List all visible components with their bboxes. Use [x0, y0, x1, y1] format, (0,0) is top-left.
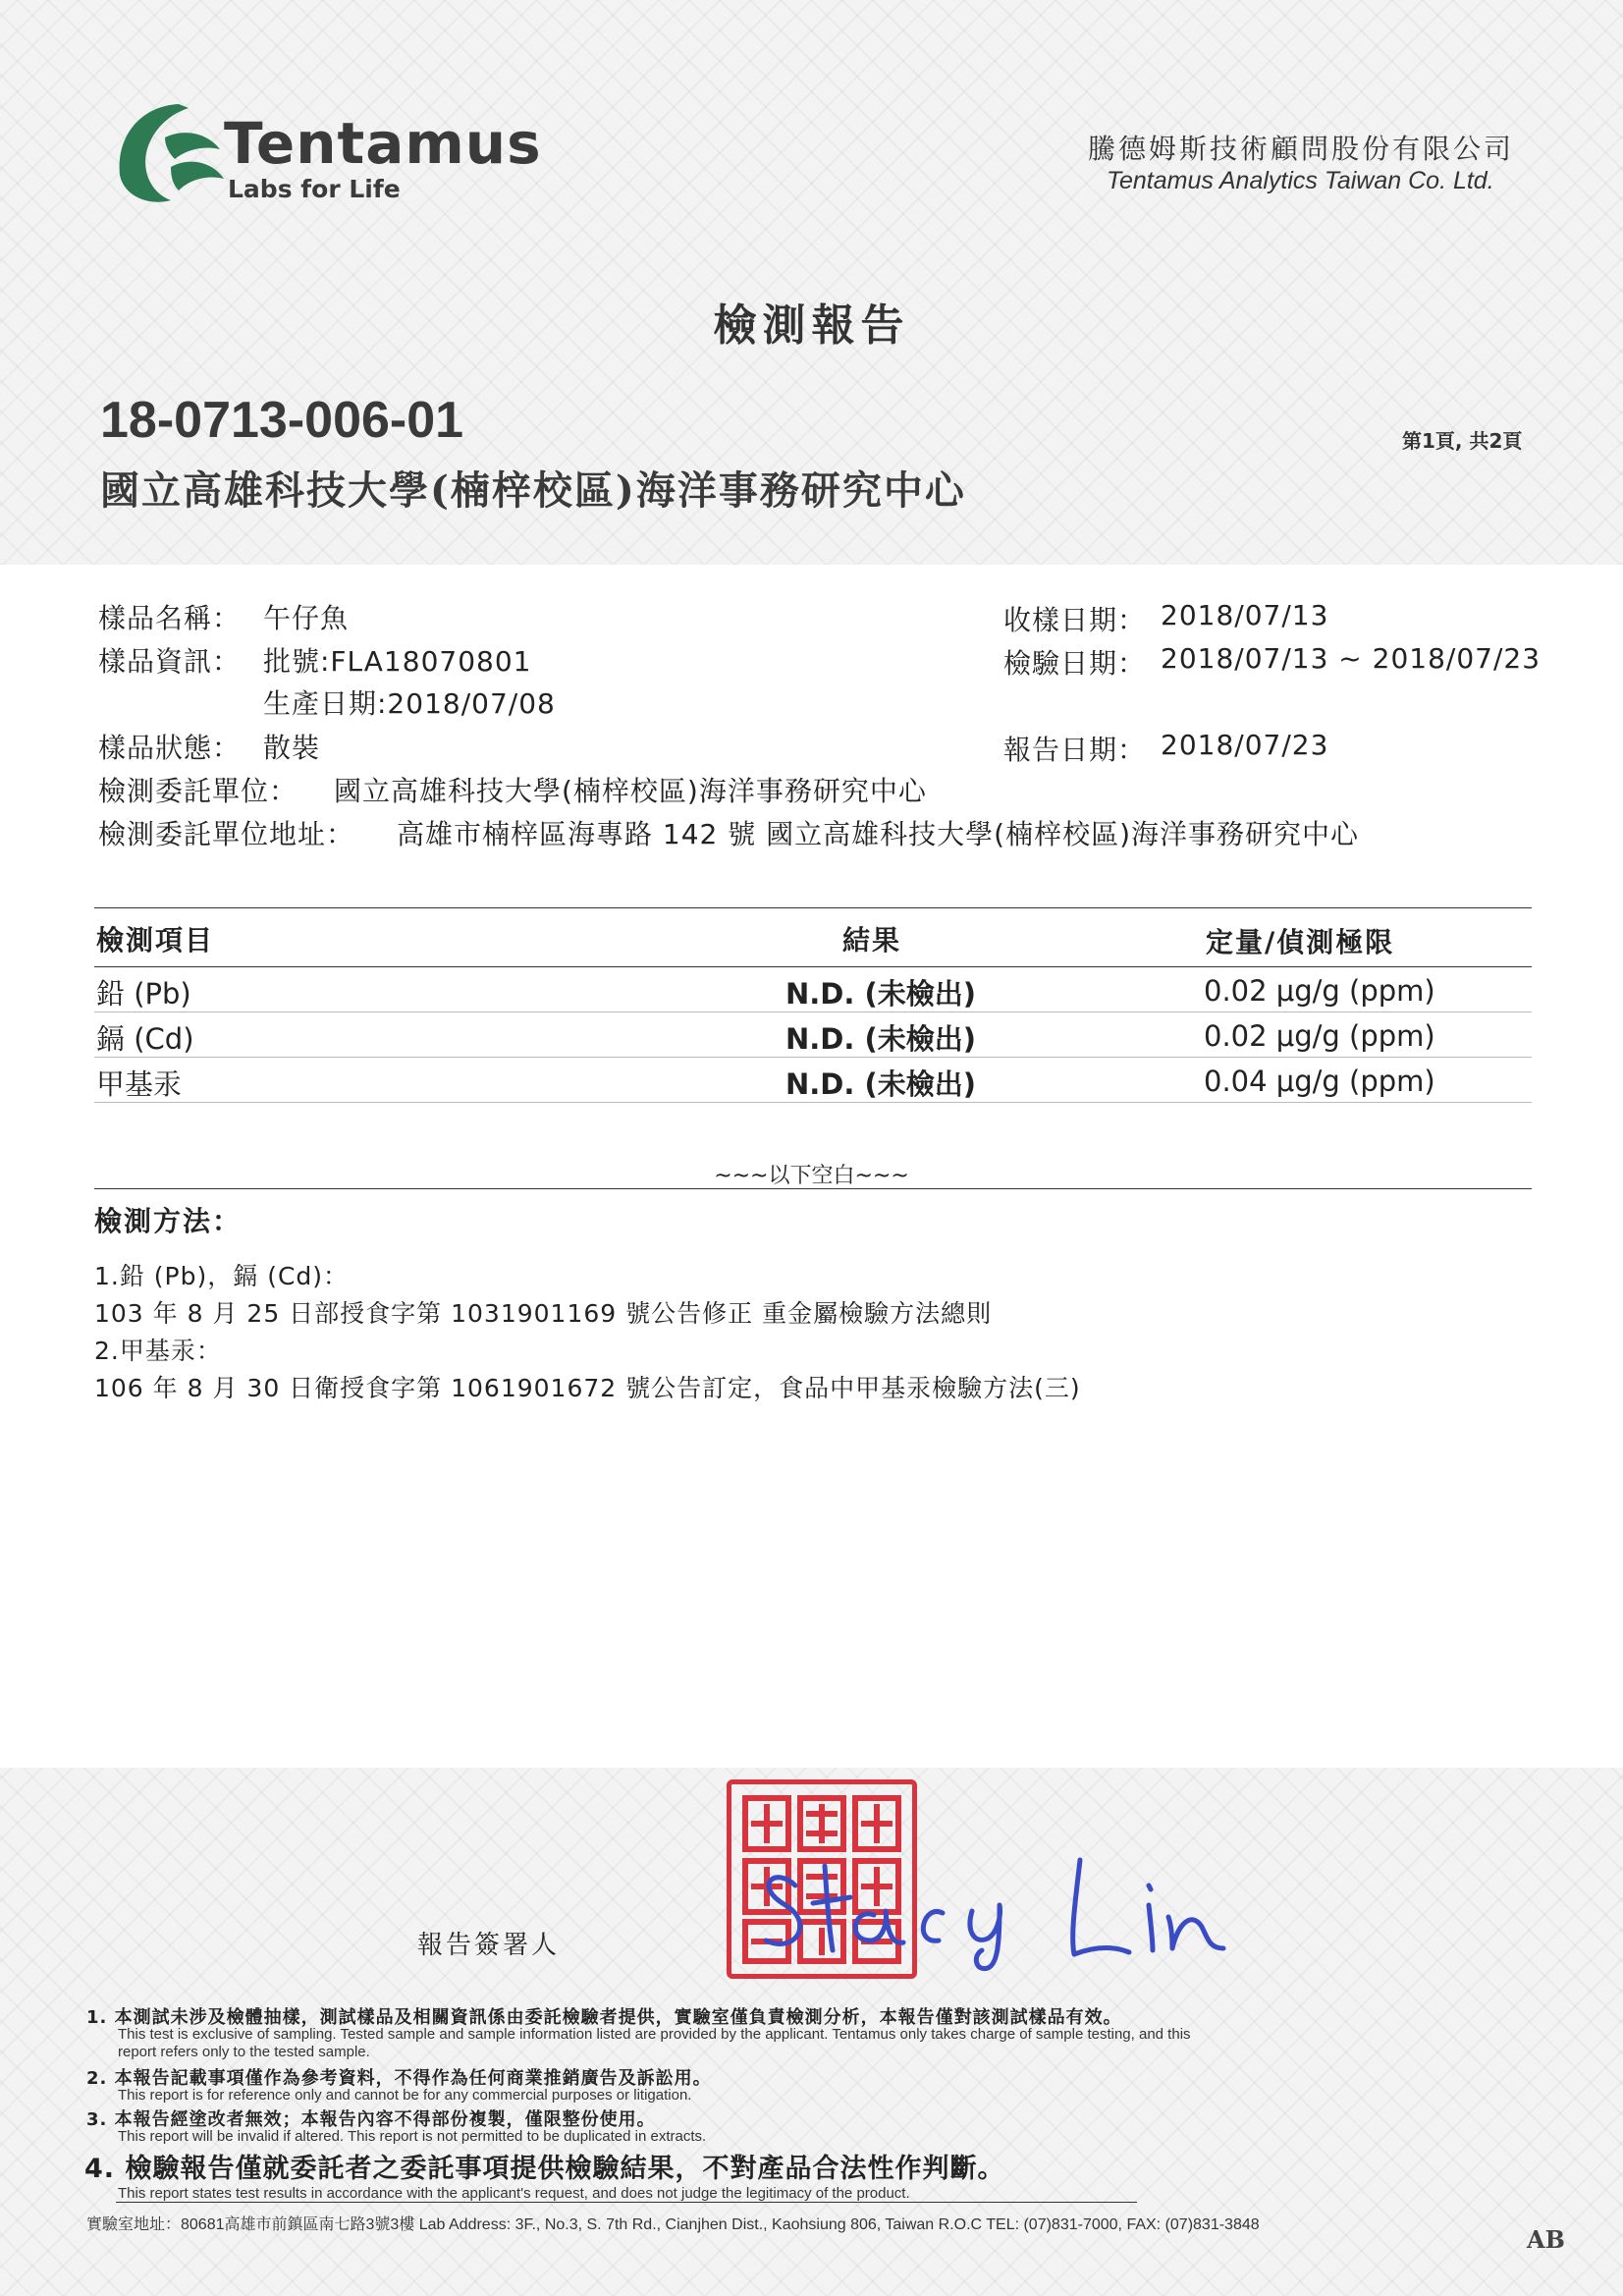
footnote-en: report refers only to the tested sample.	[118, 2044, 370, 2060]
company-name-en: Tentamus Analytics Taiwan Co. Ltd.	[1107, 167, 1494, 194]
table-header-rule	[94, 966, 1532, 967]
client-address-value: 高雄市楠梓區海專路 142 號 國立高雄科技大學(楠梓校區)海洋事務研究中心	[397, 818, 1359, 850]
signer-label: 報告簽署人	[417, 1931, 561, 1960]
client-address-label: 檢測委託單位地址：	[98, 818, 355, 850]
table-top-rule	[94, 907, 1532, 908]
report-number: 18-0713-006-01	[100, 392, 464, 449]
received-date-value: 2018/07/13	[1161, 599, 1329, 631]
table-row-limit: 0.04 μg/g (ppm)	[1204, 1065, 1435, 1098]
sample-production-value: 生產日期:2018/07/08	[263, 687, 556, 720]
report-title: 檢測報告	[713, 301, 910, 351]
client-value: 國立高雄科技大學(楠梓校區)海洋事務研究中心	[334, 775, 927, 807]
table-row-limit: 0.02 μg/g (ppm)	[1204, 1019, 1435, 1053]
sample-state-label: 樣品狀態：	[98, 732, 242, 764]
table-header-limit: 定量/偵測極限	[1206, 926, 1395, 958]
table-bottom-rule	[94, 1188, 1532, 1189]
method-line: 1.鉛 (Pb)，鎘 (Cd)：	[94, 1262, 350, 1290]
report-date-value: 2018/07/23	[1161, 729, 1329, 761]
sample-name-value: 午仔魚	[263, 602, 350, 634]
blank-note: ~~~以下空白~~~	[714, 1164, 909, 1188]
table-row-item: 鉛 (Pb)	[96, 977, 191, 1011]
table-header-item: 檢測項目	[96, 924, 215, 957]
table-row-item: 甲基汞	[96, 1067, 183, 1101]
sample-batch-value: 批號:FLA18070801	[263, 645, 532, 678]
methods-heading: 檢測方法：	[94, 1205, 243, 1237]
table-row-limit: 0.02 μg/g (ppm)	[1204, 974, 1435, 1008]
footnote-en: This test is exclusive of sampling. Tested sample and sample information listed are provided by the applicant. Tentamus only takes charge of sample testing, and this	[118, 2026, 1191, 2043]
footnote-cn: 1. 本測試未涉及檢體抽樣，測試樣品及相關資訊係由委託檢驗者提供，實驗室僅負責檢測分析，本報告僅對該測試樣品有效。	[86, 2007, 1122, 2028]
footnote-en: This report states test results in accordance with the applicant's request, and does not judge the legitimacy of the product.	[118, 2185, 910, 2202]
client-label: 檢測委託單位：	[98, 775, 298, 807]
table-row-result: N.D. (未檢出)	[785, 1022, 976, 1056]
table-header-result: 結果	[842, 924, 902, 957]
client-name-heading: 國立高雄科技大學(楠梓校區)海洋事務研究中心	[100, 467, 966, 514]
handwritten-signature	[756, 1846, 1227, 1974]
logo-name: Tentamus	[224, 110, 542, 177]
test-date-label: 檢驗日期：	[1003, 647, 1147, 680]
footnote-cn: 3. 本報告經塗改者無效；本報告內容不得部份複製，僅限整份使用。	[86, 2109, 656, 2130]
table-row-result: N.D. (未檢出)	[785, 1067, 976, 1101]
sample-name-label: 樣品名稱：	[98, 602, 242, 634]
report-date-label: 報告日期：	[1003, 734, 1147, 766]
received-date-label: 收樣日期：	[1003, 604, 1147, 636]
footnote-en: This report is for reference only and cannot be for any commercial purposes or litigation.	[118, 2087, 692, 2104]
footnote-cn: 2. 本報告記載事項僅作為參考資料，不得作為任何商業推銷廣告及訴訟用。	[86, 2068, 712, 2089]
footnote-cn-emphasis: 4. 檢驗報告僅就委託者之委託事項提供檢驗結果，不對產品合法性作判斷。	[84, 2154, 1005, 2184]
logo-tagline: Labs for Life	[228, 175, 401, 203]
table-row-divider	[94, 1011, 1532, 1012]
method-line: 2.甲基汞：	[94, 1337, 222, 1365]
method-line: 103 年 8 月 25 日部授食字第 1031901169 號公告修正 重金屬檢驗方法總則	[94, 1299, 993, 1328]
table-row-divider	[94, 1102, 1532, 1103]
footnote-en: This report will be invalid if altered. This report is not permitted to be duplicated in extracts.	[118, 2128, 707, 2145]
company-name-cn: 騰德姆斯技術顧問股份有限公司	[1088, 133, 1515, 165]
tentamus-leaf-logo-icon	[110, 98, 228, 208]
table-row-item: 鎘 (Cd)	[96, 1022, 194, 1056]
table-row-divider	[94, 1057, 1532, 1058]
table-row-result: N.D. (未檢出)	[785, 977, 976, 1011]
page-indicator: 第1頁, 共2頁	[1402, 429, 1523, 453]
sample-state-value: 散裝	[263, 732, 321, 764]
test-date-value: 2018/07/13 ~ 2018/07/23	[1161, 642, 1542, 675]
method-line: 106 年 8 月 30 日衛授食字第 1061901672 號公告訂定，食品中甲基汞檢驗方法(三)	[94, 1374, 1081, 1402]
sample-info-label: 樣品資訊：	[98, 645, 242, 678]
footnote-rule	[116, 2202, 1137, 2203]
lab-address: 實驗室地址：80681高雄市前鎮區南七路3號3樓 Lab Address: 3F., No.3, S. 7th Rd., Cianjhen Dist., Kaohsiung 806, Taiwan R.O.C TEL: (07)831-7000, FAX: (07)831-3848	[86, 2216, 1260, 2233]
corner-mark: AB	[1527, 2225, 1565, 2254]
